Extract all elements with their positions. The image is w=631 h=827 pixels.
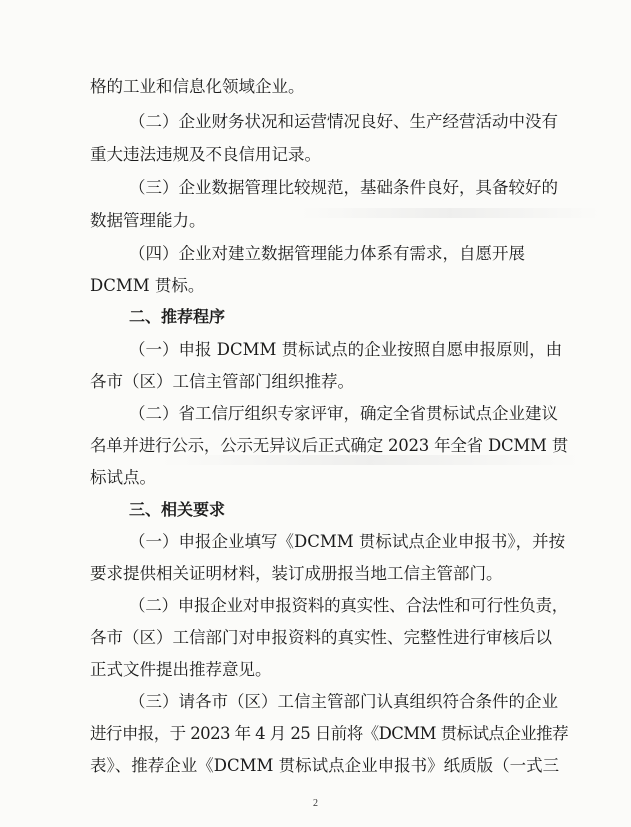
scan-shadow — [300, 208, 600, 218]
document-page: 格的工业和信息化领域企业。 （二）企业财务状况和运营情况良好、生产经营活动中没有 重大违法违规及不良信用记录。 （三）企业数据管理比较规范，基础条件良好，具备较好的 数据管理能力。 （四）企业对建立数据管理能力体系有需求，自愿开展 DCMM 贯标。 二、推荐程序 （一）申报 DCMM 贯标试点的企业按照自愿申报原则，由 各市（区）工信主管部门组织推荐。 （二）省工信厅组织专家评审，确定全省贯标试点企业建议 名单并进行公示，公示无异议后正式确定 2023 年全省 DCMM 贯 标试点。 三、相关要求 （一）申报企业填写《DCMM 贯标试点企业申报书》，并按 要求提供相关证明材料，装订成册报当地工信主管部门。 （二）申报企业对申报资料的真实性、合法性和可行性负责， 各市（区）工信部门对申报资料的真实性、完整性进行审核后以 正式文件提出推荐意见。 （三）请各市（区）工信主管部门认真组织符合条件的企业 进行申报，于 2023 年 4 月 25 日前将《DCMM 贯标试点企业推荐 表》、推荐企业《DCMM 贯标试点企业申报书》纸质版（一式三 2 — [0, 0, 631, 827]
page-number: 2 — [313, 798, 318, 809]
